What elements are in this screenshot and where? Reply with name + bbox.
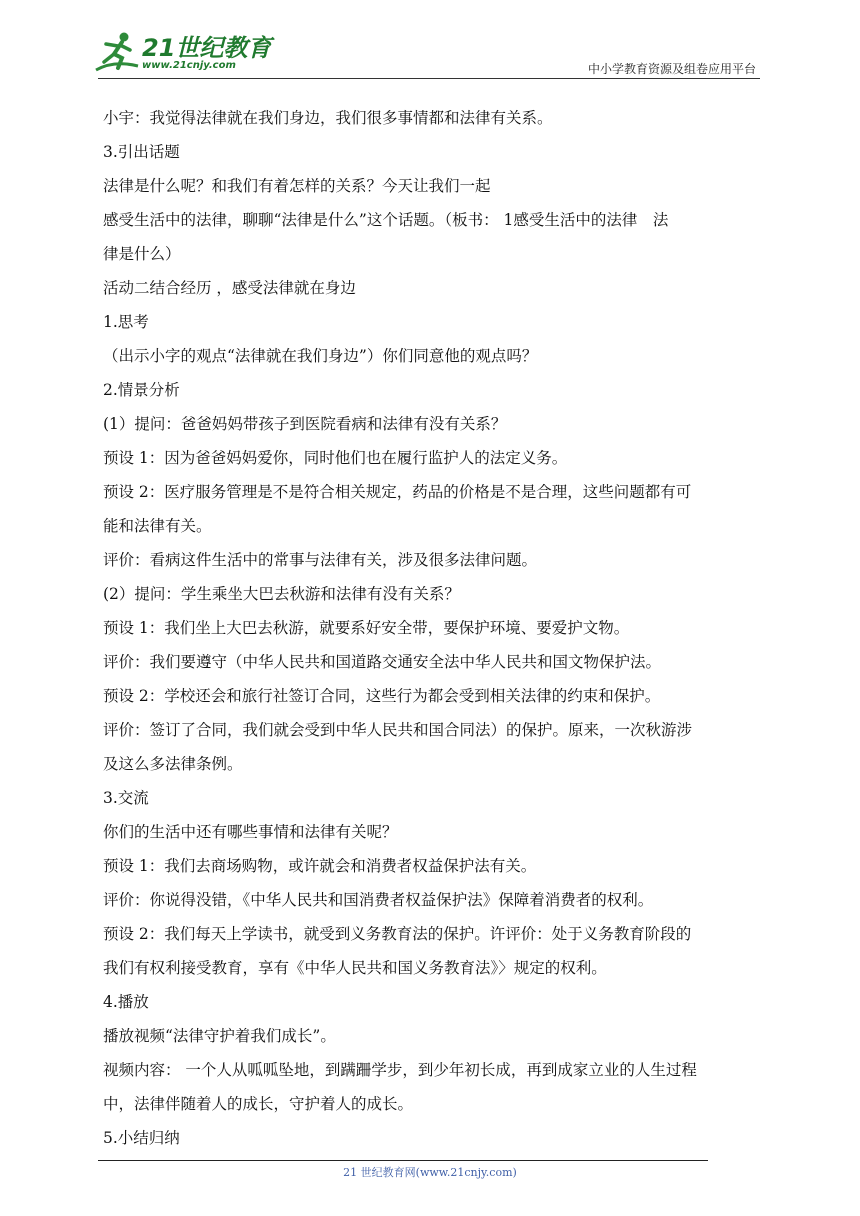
text-line: 5.小结归纳 bbox=[103, 1129, 180, 1147]
text-line: 2.情景分析 bbox=[103, 381, 180, 399]
text-line: 预设 1：我们坐上大巴去秋游，就要系好安全带，要保护环境、要爱护文物。 bbox=[103, 619, 630, 637]
logo-wordmark: 21世纪教育 bbox=[142, 34, 272, 62]
text-line: 3.引出话题 bbox=[103, 143, 180, 161]
text-line: 活动二结合经历 ，感受法律就在身边 bbox=[103, 279, 356, 297]
text-line: 评价：我们要遵守（中华人民共和国道路交通安全法中华人民共和国文物保护法。 bbox=[103, 653, 662, 671]
text-line: 预设 2：学校还会和旅行社签订合同，这些行为都会受到相关法律的约束和保护。 bbox=[103, 687, 661, 705]
text-line: 评价：看病这件生活中的常事与法律有关，涉及很多法律问题。 bbox=[103, 551, 538, 569]
text-line: 评价：你说得没错，《中华人民共和国消费者权益保护法》保障着消费者的权利。 bbox=[103, 891, 654, 909]
header-tagline: 中小学教育资源及组卷应用平台 bbox=[587, 62, 756, 76]
text-line: 及这么多法律条例。 bbox=[103, 755, 243, 773]
document-body bbox=[103, 101, 763, 1155]
text-line: (2）提问：学生乘坐大巴去秋游和法律有没有关系？ bbox=[103, 585, 460, 603]
text-line: 播放视频“法律守护着我们成长”。 bbox=[103, 1027, 336, 1045]
text-line: 预设 2：我们每天上学读书，就受到义务教育法的保护。许评价：处于义务教育阶段的 bbox=[103, 925, 692, 943]
text-line: 1.思考 bbox=[103, 313, 149, 331]
header-divider bbox=[98, 78, 760, 79]
text-line: 法律是什么呢？和我们有着怎样的关系？今天让我们一起 bbox=[103, 177, 491, 195]
text-line: 4.播放 bbox=[103, 993, 149, 1011]
text-line: 中，法律伴随着人的成长，守护着人的成长。 bbox=[103, 1095, 414, 1113]
text-line: (1）提问：爸爸妈妈带孩子到医院看病和法律有没有关系？ bbox=[103, 415, 507, 433]
text-line: （出示小字的观点“法律就在我们身边”）你们同意他的观点吗？ bbox=[103, 347, 538, 365]
text-line: 视频内容： 一个人从呱呱坠地，到蹒跚学步，到少年初长成，再到成家立业的人生过程 bbox=[103, 1061, 697, 1079]
text-line: 感受生活中的法律，聊聊“法律是什么”这个话题。（板书： 1感受生活中的法律 法 bbox=[103, 211, 669, 229]
text-line: 3.交流 bbox=[103, 789, 149, 807]
text-line: 预设 1：因为爸爸妈妈爱你，同时他们也在履行监护人的法定义务。 bbox=[103, 449, 568, 467]
site-logo[interactable] bbox=[94, 28, 272, 78]
text-line: 评价：签订了合同，我们就会受到中华人民共和国合同法）的保护。原来，一次秋游涉 bbox=[103, 721, 693, 739]
text-line: 你们的生活中还有哪些事情和法律有关呢？ bbox=[103, 823, 398, 841]
text-line: 我们有权利接受教育，享有《中华人民共和国义务教育法》〉规定的权利。 bbox=[103, 959, 607, 977]
page-footer[interactable]: 21 世纪教育网(www.21cnjy.com) bbox=[343, 1166, 517, 1179]
text-line: 律是什么） bbox=[103, 245, 181, 263]
text-line: 预设 1：我们去商场购物，或许就会和消费者权益保护法有关。 bbox=[103, 857, 537, 875]
page-header bbox=[0, 0, 860, 82]
text-line: 能和法律有关。 bbox=[103, 517, 212, 535]
logo-url: www.21cnjy.com bbox=[142, 60, 236, 71]
runner-logo-icon bbox=[94, 30, 140, 74]
text-line: 小宇：我觉得法律就在我们身边，我们很多事情都和法律有关系。 bbox=[103, 109, 553, 127]
text-line: 预设 2：医疗服务管理是不是符合相关规定，药品的价格是不是合理，这些问题都有可 bbox=[103, 483, 692, 501]
footer-divider bbox=[98, 1160, 708, 1161]
